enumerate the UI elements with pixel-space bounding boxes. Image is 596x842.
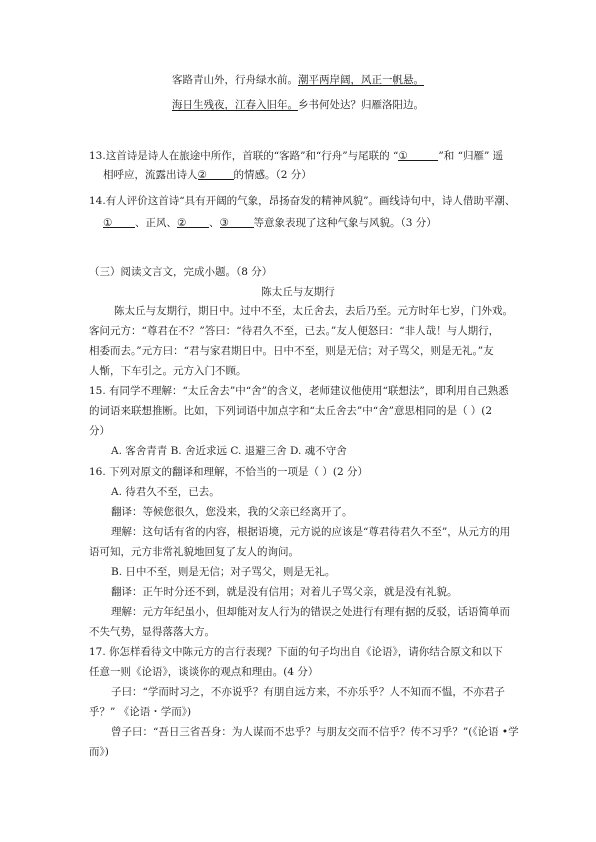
q14-marker-2: ② bbox=[177, 217, 187, 229]
q14-line-2 bbox=[103, 216, 437, 230]
q15-line-1: 15. 有同学不理解：“太丘舍去”中“舍”的含义，老师建议他使用“联想法”，即利用自己熟悉 bbox=[89, 385, 509, 397]
q13-marker-2: ② bbox=[197, 169, 207, 181]
q16-option-b: B. 日中不至，则是无信；对子骂父，则是无礼。 bbox=[111, 566, 336, 578]
q14-blank-1 bbox=[103, 216, 135, 228]
q16-a-understanding-2: 语可知，元方非常礼貌地回复了友人的询问。 bbox=[89, 546, 299, 558]
passage-line-1: 陈太丘与友期行，期日中。过中不至，太丘舍去，去后乃至。元方时年七岁，门外戏。 bbox=[114, 305, 513, 317]
section-3-heading: （三）阅读文言文，完成小题。（8 分） bbox=[89, 266, 273, 278]
passage-line-3: 相委而去。”元方曰：“君与家君期日中。日中不至，则是无信；对子骂父，则是无礼。”友 bbox=[89, 345, 494, 357]
q14-marker-3: ③ bbox=[219, 217, 229, 229]
q14-text-s1: 、正风、 bbox=[135, 217, 177, 229]
q14-text-s2: 、 bbox=[209, 217, 220, 229]
q15-line-3: 分） bbox=[89, 425, 110, 437]
poem-line-2 bbox=[0, 98, 596, 112]
passage-line-2: 客问元方：“尊君在不？”答曰：“待君久不至，已去。”友人便怒曰：“非人哉！与人期行， bbox=[89, 325, 500, 337]
q13-line-2 bbox=[103, 168, 312, 182]
q14-marker-1: ① bbox=[103, 217, 113, 229]
q13-blank-2 bbox=[198, 168, 234, 180]
poem-line-1-a: 客路青山外，行舟绿水前。 bbox=[172, 74, 298, 86]
q17-quote-2-a: 曾子曰：“吾日三省吾身：为人谋而不忠乎？与朋友交而不信乎？传不习乎？”(《论语 •学 bbox=[111, 726, 519, 738]
q14-blank-3 bbox=[220, 216, 254, 228]
q17-line-2: 任意一则《论语》，谈谈你的观点和理由。(4 分） bbox=[89, 666, 319, 678]
passage-line-4: 人惭，下车引之。元方入门不顾。 bbox=[89, 365, 247, 377]
q17-line-1: 17. 你怎样看待文中陈元方的言行表现？下面的句子均出自《论语》，请你结合原文和以下 bbox=[89, 646, 503, 658]
q13-text-3: 相呼应，流露出诗人 bbox=[103, 169, 198, 181]
q13-text-2: ”和 “归雁” 遥 bbox=[438, 150, 504, 162]
passage-title: 陈太丘与友期行 bbox=[261, 286, 335, 298]
q16-b-translation: 翻译：正午时分还不到，就是没有信用；对着儿子骂父亲，就是没有礼貌。 bbox=[111, 586, 458, 598]
q13-text-4: 的情感。（2 分） bbox=[233, 169, 312, 181]
q16-b-understanding-1: 理解：元方年纪虽小，但却能对友人行为的错误之处进行有理有据的反驳，话语简单而 bbox=[111, 606, 510, 618]
q14-line-1: 14.有人评价这首诗“具有开阔的气象，昂扬奋发的精神风貌”。画线诗句中，诗人借助平潮、 bbox=[89, 195, 516, 207]
q13-text: 13.这首诗是诗人在旅途中所作，首联的“客路”和“行舟”与尾联的 “ bbox=[89, 150, 399, 162]
q14-blank-2 bbox=[177, 216, 209, 228]
q13-marker-1: ① bbox=[398, 150, 408, 162]
q16-a-translation: 翻译：等候您很久，您没来，我的父亲已经离开了。 bbox=[111, 506, 353, 518]
poem-line-2-b: 乡书何处达？归雁洛阳边。 bbox=[298, 99, 424, 111]
q17-quote-1-b: 乎？” 《论语・学而》) bbox=[89, 706, 192, 718]
q17-quote-2-b: 而》) bbox=[89, 746, 109, 758]
poem-line-2-a-underlined: 海日生残夜，江春入旧年。 bbox=[172, 99, 298, 111]
q14-text-s3: 等意象表现了这种气象与风貌。（3 分） bbox=[253, 217, 437, 229]
q16-option-a: A. 待君久不至，已去。 bbox=[111, 486, 220, 498]
q15-options: A. 客舍青青 B. 舍近求远 C. 退避三舍 D. 魂不守舍 bbox=[111, 445, 347, 457]
q16-stem: 16. 下列对原文的翻译和理解，不恰当的一项是（ ）(2 分） bbox=[89, 466, 368, 478]
q13-line-1 bbox=[89, 149, 503, 163]
q13-blank-1 bbox=[398, 149, 438, 161]
q15-line-2: 的词语来联想推断。比如，下列词语中加点字和“太丘舍去”中“舍”意思相同的是（ ）(2 bbox=[89, 405, 493, 417]
poem-line-1-b-underlined: 潮平两岸阔，风正一帆悬。 bbox=[298, 74, 424, 86]
q17-quote-1-a: 子曰：“学而时习之，不亦说乎？有朋自远方来，不亦乐乎？人不知而不愠，不亦君子 bbox=[111, 686, 505, 698]
q16-b-understanding-2: 不失气势，显得落落大方。 bbox=[89, 626, 215, 638]
poem-line-1 bbox=[0, 73, 596, 87]
q16-a-understanding-1: 理解：这句话有省的内容，根据语境，元方说的应该是“尊君待君久不至”，从元方的用 bbox=[111, 526, 511, 538]
